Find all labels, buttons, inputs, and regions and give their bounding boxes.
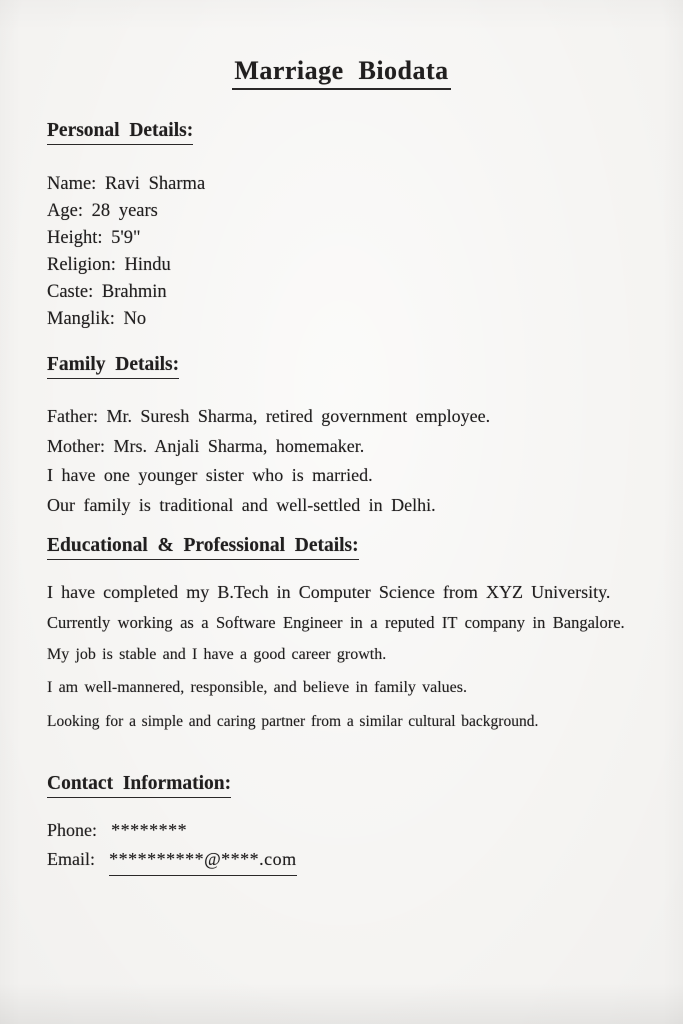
education-job-line: Currently working as a Software Engineer in a reputed IT company in Bangalore. [47, 613, 625, 632]
section-family-details [47, 354, 643, 520]
education-stability-line: My job is stable and I have a good career growth. [47, 646, 387, 663]
family-father-line: Father: Mr. Suresh Sharma, retired government employee. [47, 406, 491, 426]
phone-label: Phone: [47, 820, 98, 840]
section-education-professional-details [47, 535, 643, 731]
section-heading-education: Educational & Professional Details: [47, 535, 643, 560]
email-masked-value: **********@****.com [109, 845, 297, 876]
personal-manglik-line: Manglik: No [47, 309, 147, 329]
contact-phone-line [47, 816, 643, 845]
education-looking-for-line: Looking for a simple and caring partner from a similar cultural background. [47, 713, 539, 730]
family-mother-line: Mother: Mrs. Anjali Sharma, homemaker. [47, 435, 365, 456]
personal-religion-line: Religion: Hindu [47, 255, 171, 275]
education-degree-line: I have completed my B.Tech in Computer Science from XYZ University. [47, 582, 611, 602]
page-title [40, 56, 643, 90]
contact-email-line [47, 845, 643, 876]
personal-caste-line: Caste: Brahmin [47, 282, 167, 302]
family-settled-line: Our family is traditional and well-settled in Delhi. [47, 494, 436, 515]
personal-age-line: Age: 28 years [47, 201, 158, 221]
family-sister-line: I have one younger sister who is married. [47, 465, 373, 485]
personal-height-line: Height: 5'9" [47, 228, 141, 248]
email-label: Email: [47, 849, 95, 869]
section-heading-personal: Personal Details: [47, 120, 643, 145]
page-title-text: Marriage Biodata [232, 56, 450, 90]
section-heading-contact: Contact Information: [47, 773, 643, 798]
section-heading-family: Family Details: [47, 354, 643, 379]
section-personal-details [47, 120, 643, 333]
phone-masked-value: ******** [111, 820, 188, 840]
education-values-line: I am well-mannered, responsible, and believe in family values. [47, 679, 468, 696]
section-contact-information [47, 773, 643, 876]
personal-name-line: Name: Ravi Sharma [47, 174, 206, 194]
